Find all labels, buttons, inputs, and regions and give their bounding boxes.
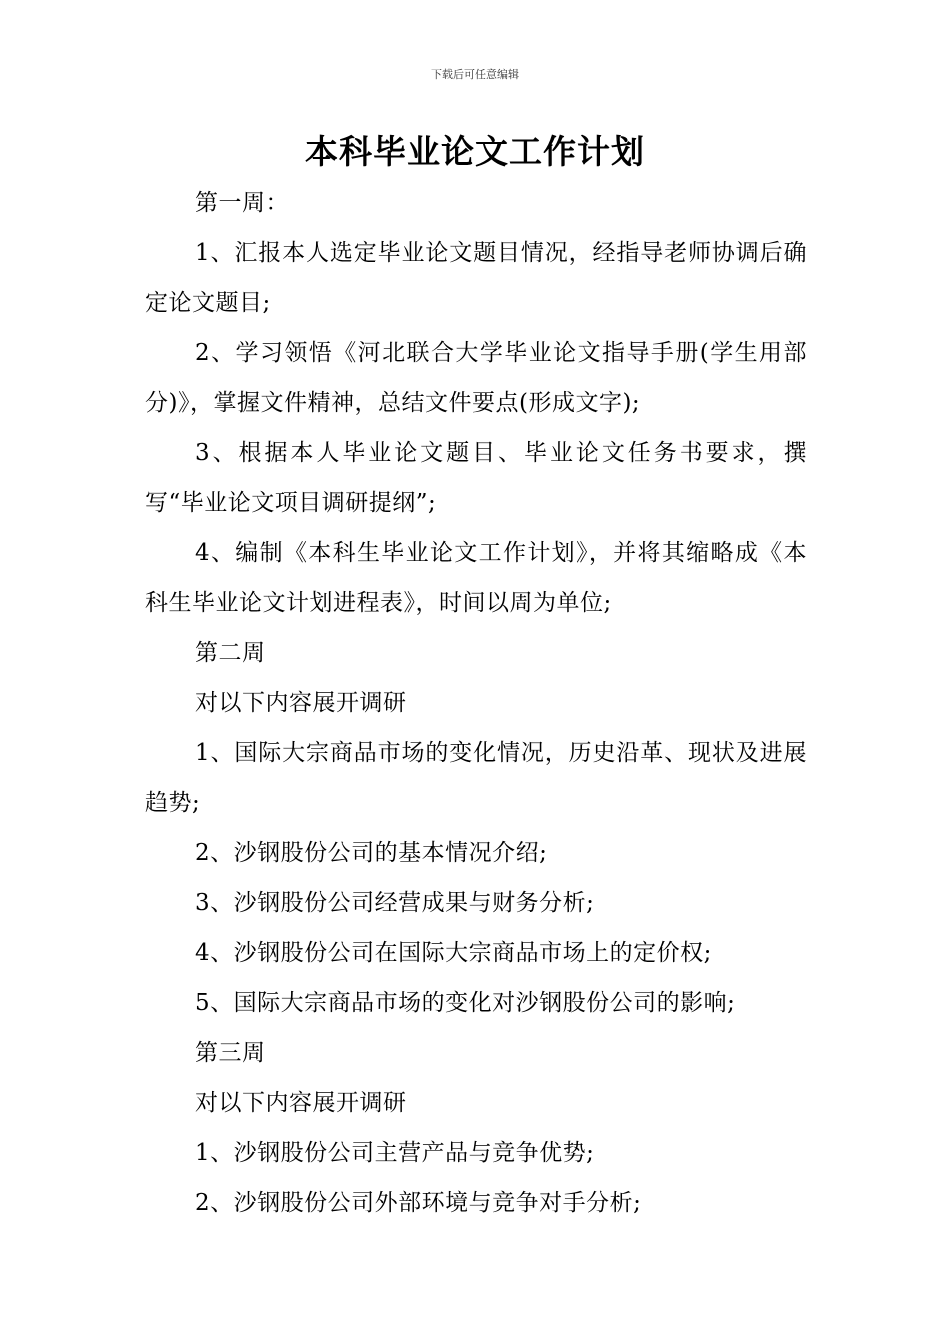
paragraph-week1-heading: 第一周：	[195, 190, 289, 216]
document-title: 本科毕业论文工作计划	[305, 132, 645, 171]
paragraph-week2-heading: 第二周	[195, 640, 266, 666]
paragraph-week2-intro: 对以下内容展开调研	[195, 690, 407, 716]
paragraph-week1-item4: 4、编制《本科生毕业论文工作计划》，并将其缩略成《本科生毕业论文计划进程表》，时间以周为单位;	[145, 540, 807, 616]
page-header-note: 下载后可任意编辑	[431, 68, 519, 81]
paragraph-week2-item3: 3、沙钢股份公司经营成果与财务分析;	[195, 890, 595, 916]
paragraph-week1-item3: 3、根据本人毕业论文题目、毕业论文任务书要求，撰写“毕业论文项目调研提纲”;	[145, 440, 807, 516]
paragraph-week2-item2: 2、沙钢股份公司的基本情况介绍;	[195, 840, 548, 866]
paragraph-week3-item1: 1、沙钢股份公司主营产品与竞争优势;	[195, 1140, 595, 1166]
paragraph-week2-item5: 5、国际大宗商品市场的变化对沙钢股份公司的影响;	[195, 990, 736, 1016]
document-body	[145, 178, 807, 1228]
paragraph-week3-item2: 2、沙钢股份公司外部环境与竞争对手分析;	[195, 1190, 642, 1216]
paragraph-week1-item2: 2、学习领悟《河北联合大学毕业论文指导手册(学生用部分)》，掌握文件精神，总结文件要点(形成文字);	[145, 340, 807, 416]
paragraph-week3-intro: 对以下内容展开调研	[195, 1090, 407, 1116]
paragraph-week3-heading: 第三周	[195, 1040, 266, 1066]
paragraph-week2-item4: 4、沙钢股份公司在国际大宗商品市场上的定价权;	[195, 940, 712, 966]
paragraph-week1-item1: 1、汇报本人选定毕业论文题目情况，经指导老师协调后确定论文题目;	[145, 240, 807, 316]
paragraph-week2-item1: 1、国际大宗商品市场的变化情况，历史沿革、现状及进展趋势;	[145, 740, 807, 816]
